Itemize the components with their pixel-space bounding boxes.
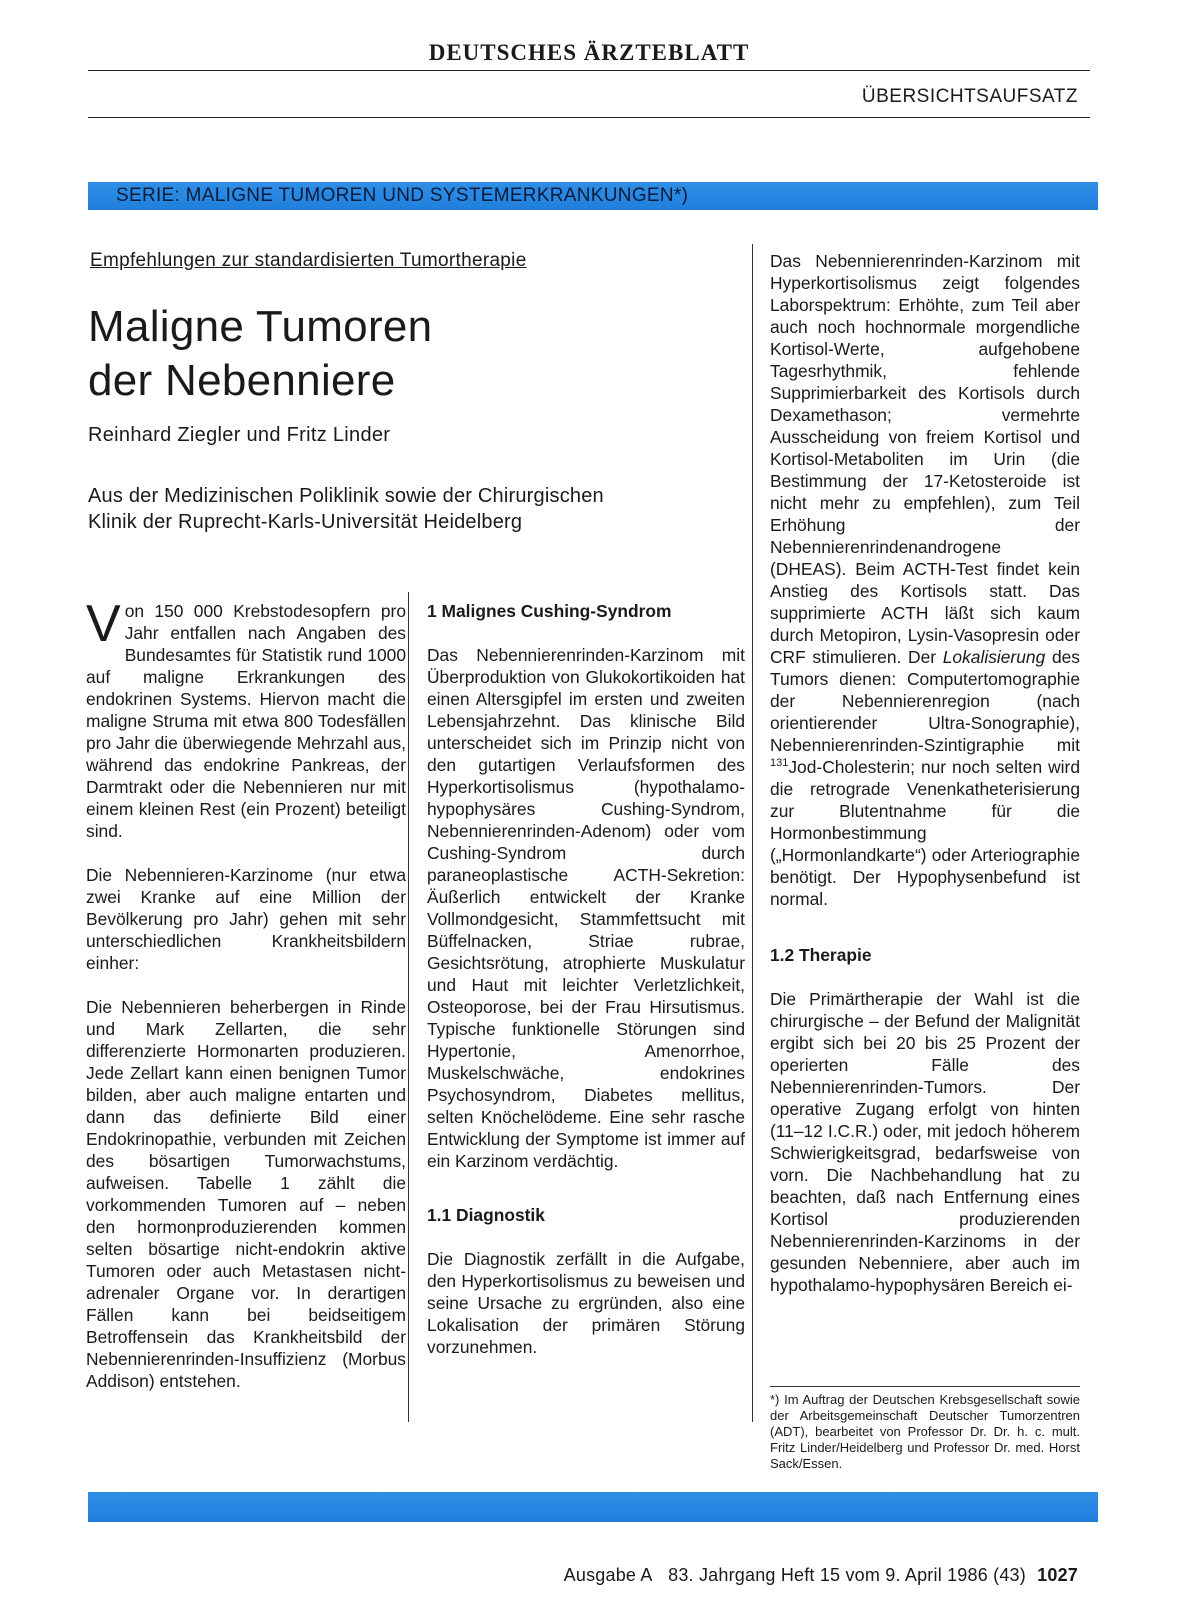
paragraph: Das Nebennierenrinden-Karzinom mit Überproduktion von Glukokortikoiden hat einen Altersgipfel im ersten und zweiten Lebensjahrzehnt. Das klinische Bild unterscheidet sich im Prinzip nicht von den gutartigen Verlaufsformen des Hyperkortisolismus (hypothalamo-hypophysäres Cushing-Syndrom, Nebennierenrinden-Adenom) oder vom Cushing-Syndrom durch paraneoplastische ACTH-Sekretion: Äußerlich entwickelt der Kranke Vollmondgesicht, Stammfettsucht mit Büffelnacken, Striae rubrae, Gesichtsrötung, atrophierte Muskulatur und Haut mit leichter Verletzlichkeit, Osteoporose, bei der Frau Hirsutismus. Typische funktionelle Störungen sind Hypertonie, Amenorrhoe, Muskelschwäche, endokrines Psychosyndrom, Diabetes mellitus, selten Knöchelödeme. Eine sehr rasche Entwicklung der Symptome ist immer auf ein Karzinom verdächtig. xyxy=(427,645,745,1171)
paragraph xyxy=(770,250,1080,910)
article-subtitle: Empfehlungen zur standardisierten Tumortherapie xyxy=(90,250,527,271)
section-label: ÜBERSICHTSAUFSATZ xyxy=(861,86,1078,107)
paragraph: Die Nebennieren-Karzinome (nur etwa zwei Kranke auf eine Million der Bevölkerung pro Jahr) gehen mit sehr unterschiedlichen Krankheitsbildern einher: xyxy=(86,865,406,973)
paragraph: Die Nebennieren beherbergen in Rinde und Mark Zellarten, die sehr differenzierte Hormonarten produzieren. Jede Zellart kann einen benignen Tumor bilden, aber auch maligne entarten und dann das definierte Bild einer Endokrinopathie, verbunden mit Zeichen des bösartigen Tumorwachstums, aufweisen. Tabelle 1 zählt die vorkommenden Tumoren auf – neben den hormonproduzierenden kommen selten bösartige nicht-endokrin aktive Tumoren oder auch Metastasen nicht-adrenaler Organe vor. In derartigen Fällen kann bei beidseitigem Betroffensein das Krankheitsbild der Nebennierenrinden-Insuffizienz (Morbus Addison) entstehen. xyxy=(86,997,406,1391)
column-divider-2 xyxy=(752,244,753,1422)
footnote: *) Im Auftrag der Deutschen Krebsgesellschaft sowie der Arbeitsgemeinschaft Deutscher Tumorzentren (ADT), bearbeitet von Professor Dr. Dr. h. c. mult. Fritz Linder/Heidelberg und Professor Dr. med. Horst Sack/Essen. xyxy=(770,1392,1080,1471)
text-run: Jod-Cholesterin; nur noch selten wird die retrograde Venenkatheterisierung zur Blutentnahme für die Hormonbestimmung („Hormonlandkarte“) oder Arteriographie benötigt. Der Hypophysenbefund ist normal. xyxy=(770,757,1080,909)
paragraph: Die Primärtherapie der Wahl ist die chirurgische – der Befund der Malignität ergibt sich bei 20 bis 25 Prozent der operierten Fälle des Nebennierenrinden-Tumors. Der operative Zugang erfolgt von hinten (11–12 I.C.R.) oder, mit jedoch höherem Schwierigkeitsgrad, bedarfsweise von vorn. Die Nachbehandlung hat zu beachten, daß nach Entfernung eines Kortisol produzierenden Nebennierenrinden-Karzinoms in der gesunden Nebenniere, aber auch im hypothalamo-hypophysären Bereich ei- xyxy=(770,989,1080,1295)
emphasis: Lokalisierung xyxy=(942,647,1046,667)
column-divider-1 xyxy=(408,592,409,1422)
column-2 xyxy=(427,600,745,1380)
affiliation-line-2: Klinik der Ruprecht-Karls-Universität Heidelberg xyxy=(88,511,523,533)
page-number: 1027 xyxy=(1037,1565,1078,1585)
title-line-1: Maligne Tumoren xyxy=(88,302,433,351)
section-heading: 1 Malignes Cushing-Syndrom xyxy=(427,601,672,621)
text-run: Das Nebennierenrinden-Karzinom mit Hyperkortisolismus zeigt folgendes Laborspektrum: Erhöhte, zum Teil aber auch noch hochnormale morgendliche Kortisol-Werte, aufgehobene Tagesrhythmik, fehlende Supprimierbarkeit des Kortisols durch Dexamethason; vermehrte Ausscheidung von freiem Kortisol und Kortisol-Metaboliten im Urin (die Bestimmung der 17-Ketosteroide ist nicht mehr zu empfehlen), zum Teil Erhöhung der Nebennierenrindenandrogene (DHEAS). Beim ACTH-Test findet kein Anstieg des Kortisols statt. Das supprimierte ACTH läßt sich kaum durch Metopiron, Lysin-Vasopresin oder CRF stimulieren. Der xyxy=(770,251,1080,667)
paragraph: Die Diagnostik zerfällt in die Aufgabe, den Hyperkortisolismus zu beweisen und seine Ursache zu ergründen, also eine Lokalisation der primären Störung vorzunehmen. xyxy=(427,1249,745,1357)
article-title xyxy=(88,300,432,408)
section-heading: 1.2 Therapie xyxy=(770,945,872,965)
section-heading: 1.1 Diagnostik xyxy=(427,1205,545,1225)
page-footer xyxy=(564,1565,1078,1586)
authors: Reinhard Ziegler und Fritz Linder xyxy=(88,424,391,446)
masthead: DEUTSCHES ÄRZTEBLATT xyxy=(428,40,750,65)
column-1 xyxy=(86,595,406,1414)
bottom-banner xyxy=(88,1492,1098,1522)
affiliation xyxy=(88,483,604,535)
header-rule-bottom xyxy=(88,117,1090,118)
title-line-2: der Nebenniere xyxy=(88,356,396,405)
series-banner xyxy=(88,182,1098,210)
edition: Ausgabe A xyxy=(563,1565,653,1585)
paragraph-text: on 150 000 Krebstodesopfern pro Jahr entfallen nach Angaben des Bundesamtes für Statistik rund 1000 auf maligne Erkrankungen des endokrinen Systems. Hiervon macht die maligne Struma mit etwa 800 Todesfällen pro Jahr die überwiegende Mehrzahl aus, während das endokrine Pankreas, der Darmtrakt oder die Nebennieren nur mit einem kleinen Rest (ein Prozent) beteiligt sind. xyxy=(86,601,406,841)
column-3 xyxy=(770,250,1080,1318)
drop-cap: V xyxy=(86,595,121,653)
series-label: SERIE: MALIGNE TUMOREN UND SYSTEMERKRANKUNGEN*) xyxy=(116,185,689,206)
issue-info: 83. Jahrgang Heft 15 vom 9. April 1986 (43) xyxy=(668,1565,1026,1585)
superscript: 131 xyxy=(770,757,789,770)
intro-paragraph xyxy=(86,595,406,842)
footnote-rule xyxy=(770,1386,1080,1387)
text-run: des Tumors dienen: Computertomographie der Nebennierenregion (nach orientierender Ultra-Sonographie), Nebennierenrinden-Szintigraphie mit xyxy=(770,647,1080,755)
affiliation-line-1: Aus der Medizinischen Poliklinik sowie der Chirurgischen xyxy=(88,485,604,507)
header-rule-top xyxy=(88,70,1090,71)
